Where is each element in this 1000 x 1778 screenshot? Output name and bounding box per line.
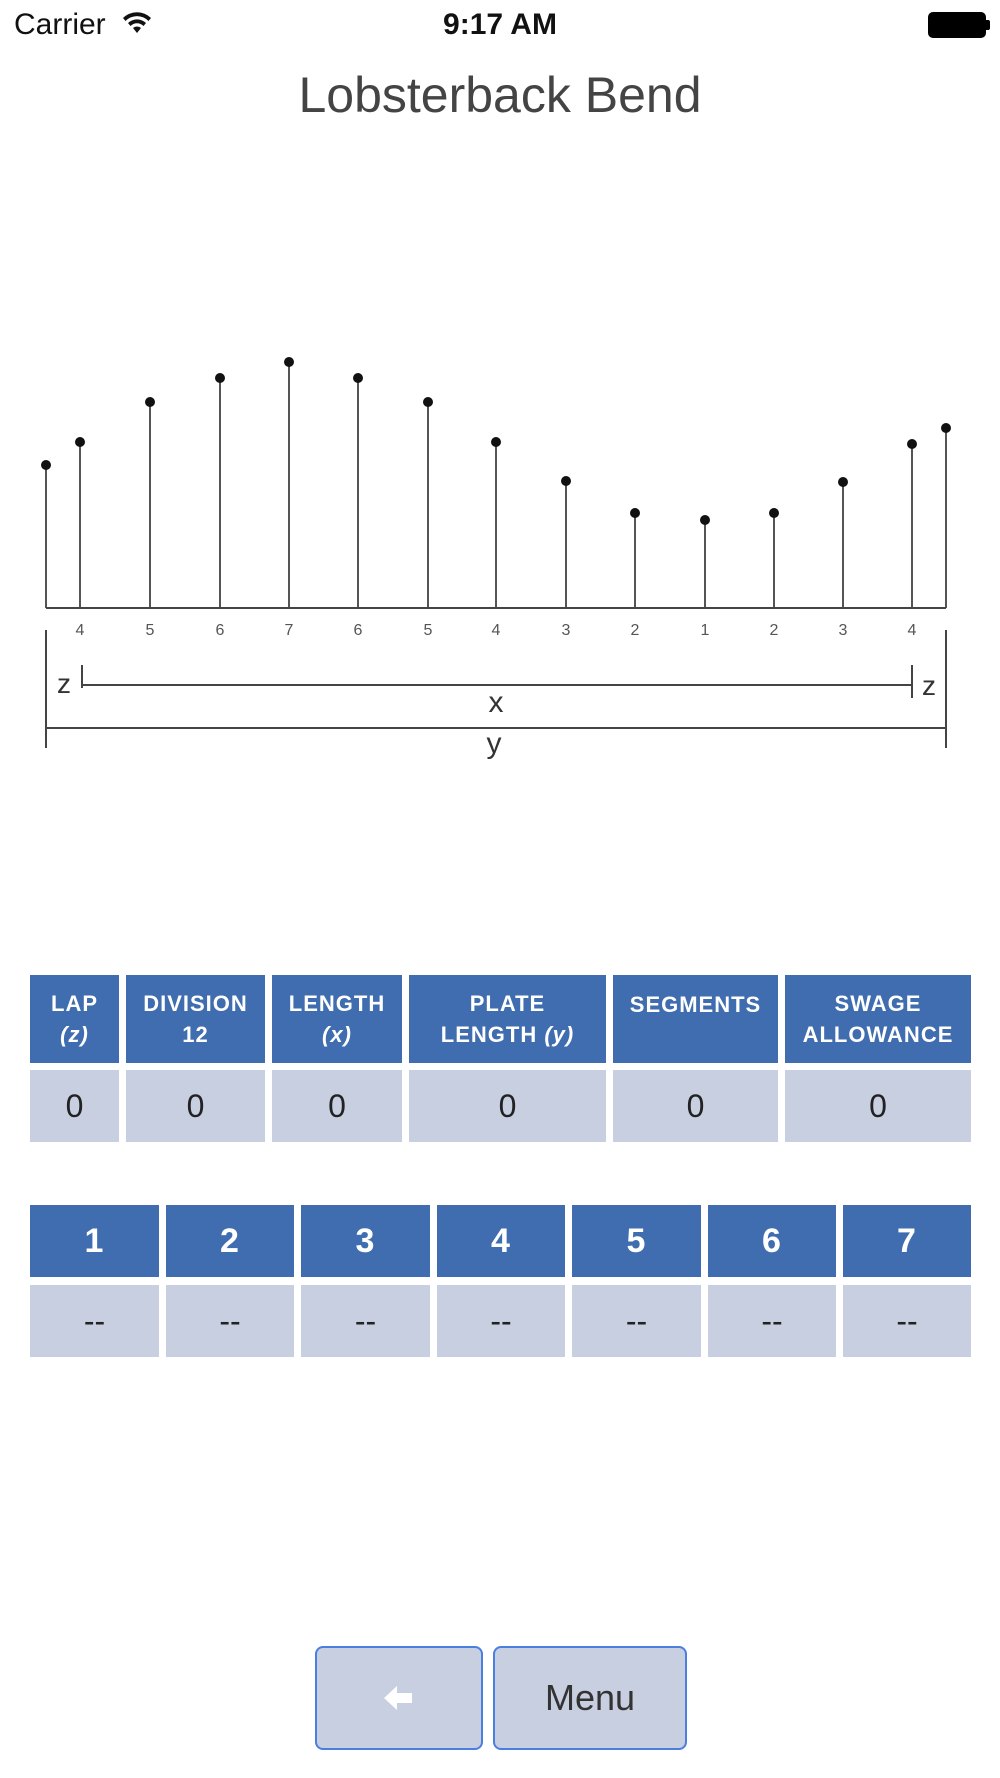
division-value-5: --: [572, 1285, 701, 1357]
division-value-7: --: [843, 1285, 971, 1357]
stem-label: 4: [907, 622, 917, 639]
stem-dot: [41, 460, 51, 470]
results-table: [30, 975, 971, 1142]
stem-dot: [215, 373, 225, 383]
division-value-1: --: [30, 1285, 159, 1357]
division-header-7: 7: [843, 1205, 971, 1277]
menu-button[interactable]: [493, 1646, 687, 1750]
stem-dot: [284, 357, 294, 367]
stem-dot: [491, 437, 501, 447]
header-division: DIVISION 12: [126, 975, 265, 1063]
stem-dot: [700, 515, 710, 525]
header-segments: SEGMENTS: [613, 975, 778, 1063]
value-length: 0: [272, 1070, 402, 1142]
stem-label: 5: [423, 622, 433, 639]
stem-lines: [41, 357, 951, 608]
lap-label-left: z: [57, 668, 71, 699]
stem-dot: [145, 397, 155, 407]
division-value-6: --: [708, 1285, 836, 1357]
stem-label: 2: [630, 622, 640, 639]
stem-label: 5: [145, 622, 155, 639]
status-bar: [0, 0, 1000, 50]
stem-label: 6: [215, 622, 225, 639]
division-header-5: 5: [572, 1205, 701, 1277]
clock: 9:17 AM: [443, 8, 557, 41]
stem-label: 1: [700, 622, 710, 639]
plate-length-label: y: [486, 727, 502, 760]
value-lap: 0: [30, 1070, 119, 1142]
header-length: LENGTH (x): [272, 975, 402, 1063]
lobsterback-diagram: [0, 340, 1000, 760]
stem-dot: [941, 423, 951, 433]
menu-button-label: Menu: [544, 1677, 636, 1718]
back-button[interactable]: [315, 1646, 483, 1750]
division-value-4: --: [437, 1285, 565, 1357]
stem-label: 4: [491, 622, 501, 639]
value-plate-length: 0: [409, 1070, 606, 1142]
stem-labels: [76, 622, 917, 639]
stem-label: 3: [838, 622, 848, 639]
left-arrow-icon: [384, 1685, 414, 1711]
division-header-1: 1: [30, 1205, 159, 1277]
stem-dot: [630, 508, 640, 518]
stem-label: 2: [769, 622, 779, 639]
header-plate-length: PLATE LENGTH (y): [409, 975, 606, 1063]
stem-dot: [561, 476, 571, 486]
stem-label: 7: [284, 622, 294, 639]
carrier-label: Carrier: [14, 8, 106, 41]
division-value-row: [30, 1277, 971, 1357]
stem-label: 4: [75, 622, 85, 639]
division-value-2: --: [166, 1285, 294, 1357]
header-swage-allowance: SWAGE ALLOWANCE: [785, 975, 971, 1063]
division-header-3: 3: [301, 1205, 430, 1277]
stem-dot: [838, 477, 848, 487]
value-division: 0: [126, 1070, 265, 1142]
stem-dot: [75, 437, 85, 447]
lap-label-right: z: [922, 670, 936, 701]
value-swage-allowance: 0: [785, 1070, 971, 1142]
battery-icon: [928, 12, 990, 38]
stem-dot: [353, 373, 363, 383]
division-value-3: --: [301, 1285, 430, 1357]
division-header-4: 4: [437, 1205, 565, 1277]
division-header-row: [30, 1205, 971, 1277]
division-header-2: 2: [166, 1205, 294, 1277]
stem-dot: [769, 508, 779, 518]
results-header-row: [30, 975, 971, 1063]
stem-label: 3: [561, 622, 571, 639]
page-title: Lobsterback Bend: [298, 67, 702, 123]
header-lap: LAP (z): [30, 975, 119, 1063]
stem-dot: [423, 397, 433, 407]
stem-label: 6: [353, 622, 363, 639]
division-table: [30, 1205, 971, 1357]
value-segments: 0: [613, 1070, 778, 1142]
division-header-6: 6: [708, 1205, 836, 1277]
stem-dot: [907, 439, 917, 449]
results-value-row: [30, 1063, 971, 1142]
length-label: x: [488, 686, 504, 719]
